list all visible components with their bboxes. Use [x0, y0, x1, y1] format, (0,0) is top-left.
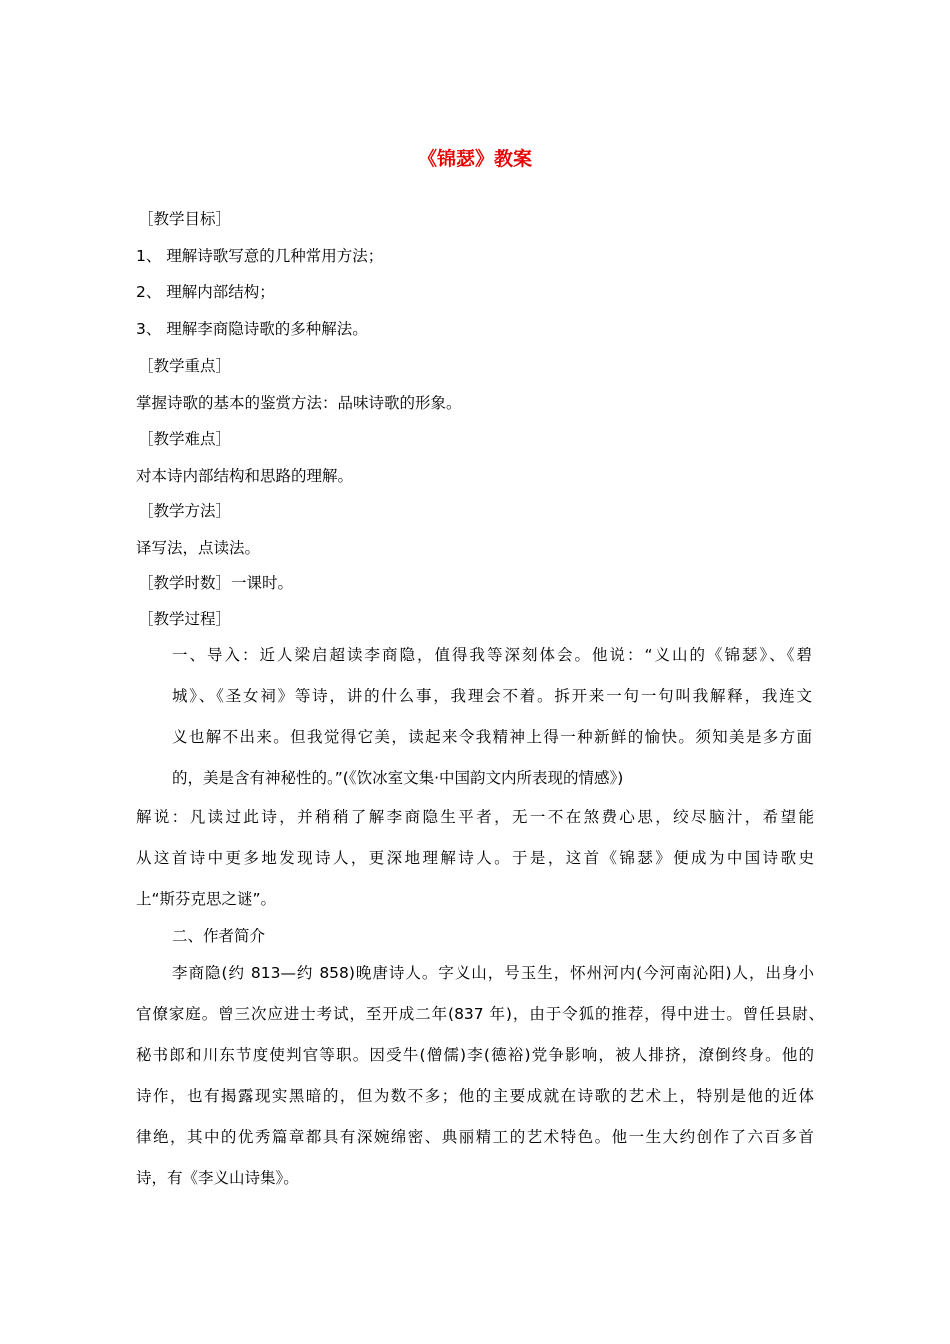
author-line: 诗，有《李义山诗集》。: [136, 1169, 299, 1187]
intro-line: 的，美是含有神秘性的。”(《饮冰室文集·中国韵文内所表现的情感》): [172, 769, 624, 787]
goal-item: 3、 理解李商隐诗歌的多种解法。: [136, 320, 368, 338]
author-line: 律绝，其中的优秀篇章都具有深婉绵密、典丽精工的艺术特色。他一生大约创作了六百多首: [136, 1128, 814, 1146]
author-line: 官僚家庭。曾三次应进士考试，至开成二年(837 年)，由于令狐的推荐，得中进士。曾任县尉、: [136, 1005, 824, 1023]
intro-line: 城》、《圣女祠》等诗，讲的什么事，我理会不着。拆开来一句一句叫我解释，我连文: [172, 687, 812, 705]
page-title: 《锦瑟》教案: [417, 148, 532, 170]
goals-heading: ［教学目标］: [138, 210, 232, 228]
method-heading: ［教学方法］: [138, 502, 232, 520]
focus-heading: ［教学重点］: [138, 357, 232, 375]
author-line: 诗作，也有揭露现实黑暗的，但为数不多；他的主要成就在诗歌的艺术上，特别是他的近体: [136, 1087, 814, 1105]
goal-item: 2、 理解内部结构；: [136, 283, 275, 301]
difficulty-text: 对本诗内部结构和思路的理解。: [136, 467, 354, 485]
author-line: 李商隐(约 813—约 858)晚唐诗人。字义山，号玉生，怀州河内(今河南沁阳)人，出身小: [172, 964, 814, 982]
explain-line: 上“斯芬克思之谜”。: [136, 890, 277, 908]
method-text: 译写法，点读法。: [136, 539, 261, 557]
intro-line: 义也解不出来。但我觉得它美，读起来令我精神上得一种新鲜的愉快。须知美是多方面: [172, 728, 812, 746]
difficulty-heading: ［教学难点］: [138, 430, 232, 448]
author-heading: 二、作者简介: [172, 927, 266, 945]
author-line: 秘书郎和川东节度使判官等职。因受牛(僧儒)李(德裕)党争影响，被人排挤，潦倒终身。他的: [136, 1046, 814, 1064]
hours-line: ［教学时数］一课时。: [138, 574, 294, 592]
focus-text: 掌握诗歌的基本的鉴赏方法：品味诗歌的形象。: [136, 394, 462, 412]
process-heading: ［教学过程］: [138, 610, 232, 628]
explain-line: 从这首诗中更多地发现诗人，更深地理解诗人。于是，这首《锦瑟》便成为中国诗歌史: [136, 849, 814, 867]
goal-item: 1、 理解诗歌写意的几种常用方法；: [136, 247, 384, 265]
intro-line: 一、导入：近人梁启超读李商隐，值得我等深刻体会。他说：“义山的《锦瑟》、《碧: [172, 646, 812, 664]
explain-line: 解说：凡读过此诗，并稍稍了解李商隐生平者，无一不在煞费心思，绞尽脑汁，希望能: [136, 808, 814, 826]
